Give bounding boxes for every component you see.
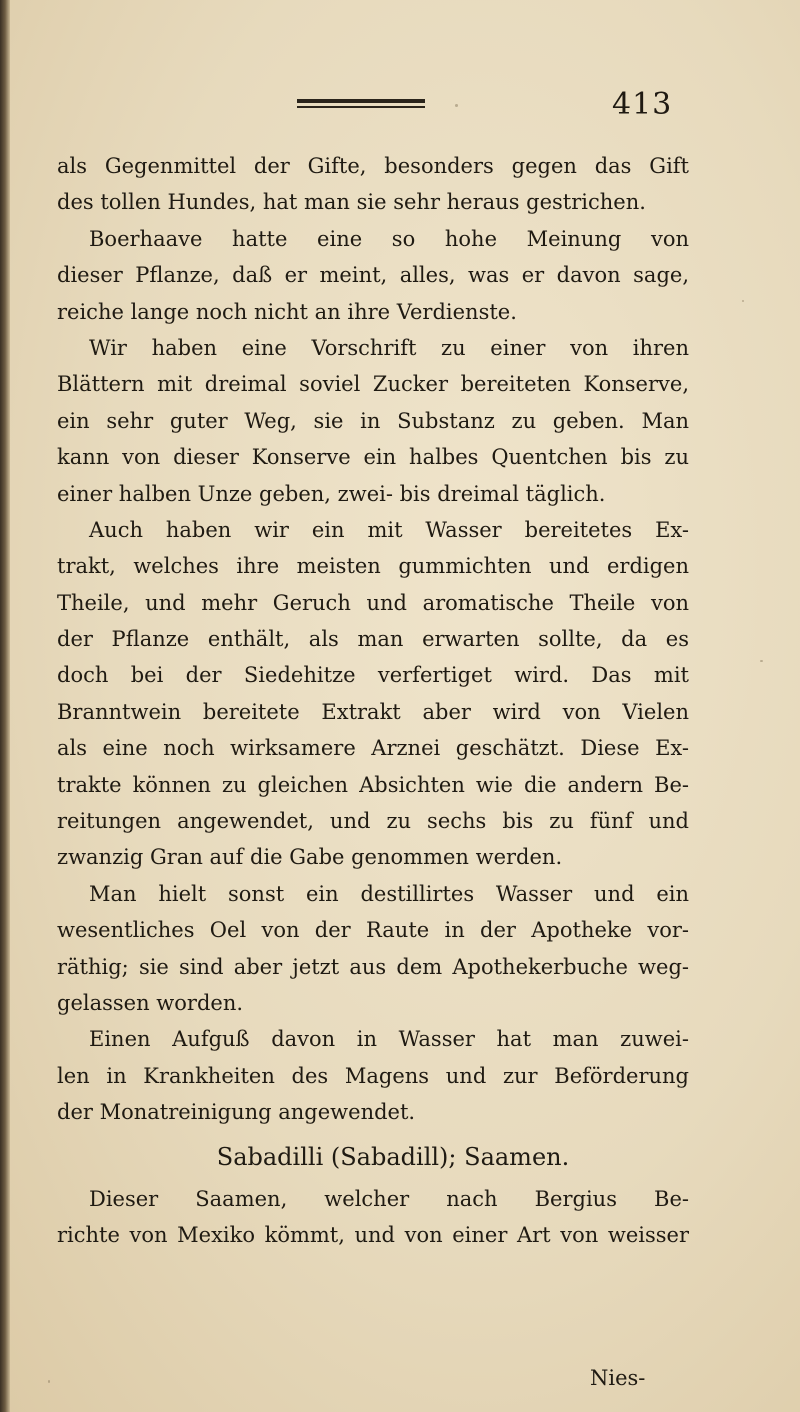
text-line-content: Theile, und mehr Geruch und aromatische Theile von bbox=[57, 590, 689, 615]
text-line-content: reitungen angewendet, und zu sechs bis zu fünf und bbox=[57, 809, 689, 834]
text-line-content: Blättern mit dreimal soviel Zucker bereiteten Konserve, bbox=[57, 372, 689, 397]
text-line-content: der Pflanze enthält, als man erwarten sollte, da es bbox=[57, 627, 689, 652]
page-number: 413 bbox=[612, 87, 673, 122]
text-line-content: Branntwein bereitete Extrakt aber wird von Vielen bbox=[57, 699, 689, 724]
text-line bbox=[57, 657, 689, 693]
section-heading: Sabadilli (Sabadill); Saamen. bbox=[216, 1142, 570, 1171]
text-line-content: räthig; sie sind aber jetzt aus dem Apothekerbuche weg- bbox=[57, 954, 689, 979]
text-line bbox=[57, 439, 689, 475]
text-line-content: len in Krankheiten des Magens und zur Beförderung bbox=[57, 1063, 689, 1088]
text-line-content: als eine noch wirksamere Arznei geschätzt. Diese Ex- bbox=[57, 736, 689, 761]
text-line bbox=[57, 621, 689, 657]
paper-speck bbox=[760, 660, 763, 662]
text-line bbox=[57, 1094, 689, 1130]
text-line bbox=[57, 1181, 689, 1217]
text-line-content: reiche lange noch nicht an ihre Verdienste. bbox=[57, 299, 517, 324]
paragraphs-before-heading bbox=[57, 148, 689, 1131]
text-line-content: ein sehr guter Weg, sie in Substanz zu geben. Man bbox=[57, 408, 689, 433]
text-line bbox=[57, 512, 689, 548]
paper-speck bbox=[48, 1380, 50, 1383]
page-binding-edge bbox=[0, 0, 10, 1412]
text-line bbox=[57, 476, 689, 512]
text-line-content: der Monatreinigung angewendet. bbox=[57, 1100, 416, 1125]
text-line bbox=[57, 1058, 689, 1094]
text-line bbox=[57, 221, 689, 257]
text-line-content: Dieser Saamen, welcher nach Bergius Be- bbox=[89, 1186, 689, 1211]
text-line bbox=[57, 839, 689, 875]
text-line-content: Auch haben wir ein mit Wasser bereitetes Ex- bbox=[89, 517, 689, 542]
text-line-content: wesentliches Oel von der Raute in der Apotheke vor- bbox=[57, 918, 689, 943]
header-rule bbox=[297, 99, 425, 108]
text-line-content: einer halben Unze geben, zwei- bis dreimal täglich. bbox=[57, 481, 606, 506]
text-line-content: zwanzig Gran auf die Gabe genommen werden. bbox=[57, 845, 563, 870]
paper-speck bbox=[455, 104, 458, 107]
text-line-content: dieser Pflanze, daß er meint, alles, was er davon sage, bbox=[57, 263, 689, 288]
text-line-content: trakt, welches ihre meisten gummichten und erdigen bbox=[57, 554, 689, 579]
text-line bbox=[57, 548, 689, 584]
text-line-content: des tollen Hundes, hat man sie sehr heraus gestrichen. bbox=[57, 190, 646, 215]
text-line bbox=[57, 767, 689, 803]
text-line-content: trakte können zu gleichen Absichten wie die andern Be- bbox=[57, 772, 689, 797]
text-line-content: Man hielt sonst ein destillirtes Wasser und ein bbox=[89, 881, 689, 906]
text-line bbox=[57, 730, 689, 766]
text-line bbox=[57, 585, 689, 621]
text-line bbox=[57, 985, 689, 1021]
text-line-content: doch bei der Siedehitze verfertiget wird. Das mit bbox=[57, 663, 689, 688]
text-line bbox=[57, 294, 689, 330]
text-line bbox=[57, 366, 689, 402]
text-line bbox=[57, 1217, 689, 1253]
text-line bbox=[57, 876, 689, 912]
text-line-content: kann von dieser Konserve ein halbes Quentchen bis zu bbox=[57, 445, 689, 470]
paragraphs-after-heading bbox=[57, 1181, 689, 1254]
text-line bbox=[57, 912, 689, 948]
text-line bbox=[57, 330, 689, 366]
text-line-content: als Gegenmittel der Gifte, besonders gegen das Gift bbox=[57, 154, 689, 178]
text-line bbox=[57, 803, 689, 839]
catchword: Nies- bbox=[590, 1366, 646, 1390]
body-text bbox=[57, 148, 689, 1253]
text-line bbox=[57, 1021, 689, 1057]
text-line bbox=[57, 148, 689, 184]
text-line-content: Einen Aufguß davon in Wasser hat man zuwei- bbox=[89, 1027, 689, 1052]
text-line-content: Boerhaave hatte eine so hohe Meinung von bbox=[89, 226, 689, 251]
text-line bbox=[57, 257, 689, 293]
text-line-content: Wir haben eine Vorschrift zu einer von ihren bbox=[89, 335, 689, 360]
text-line bbox=[57, 184, 689, 220]
text-line bbox=[57, 949, 689, 985]
text-line-content: richte von Mexiko kömmt, und von einer Art von weisser bbox=[57, 1222, 689, 1247]
text-line bbox=[57, 694, 689, 730]
text-line-content: gelassen worden. bbox=[57, 990, 244, 1015]
paper-speck bbox=[742, 300, 744, 302]
text-line bbox=[57, 403, 689, 439]
